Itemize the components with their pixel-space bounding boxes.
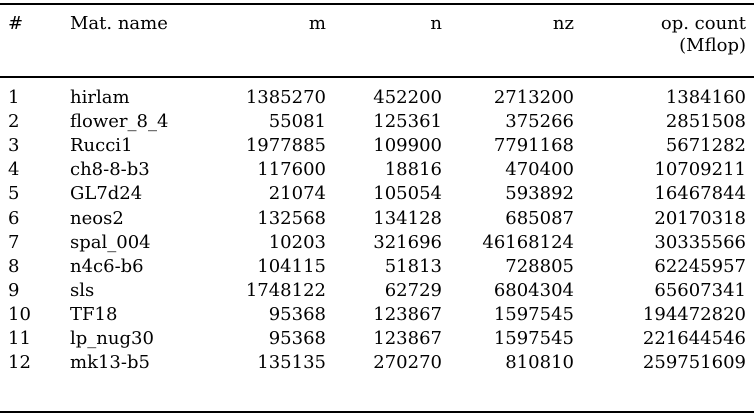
table-row [0,351,754,375]
header-index: # [8,13,24,34]
cell-m: 1977885 [245,135,326,157]
table-row [0,255,754,279]
cell-name: flower_8_4 [70,111,169,133]
cell-index: 8 [8,255,20,277]
cell-n: 109900 [373,135,442,157]
cell-op: 16467844 [654,183,746,205]
cell-nz: 685087 [505,207,574,229]
cell-index: 3 [8,135,20,157]
cell-op: 2851508 [665,111,746,133]
cell-index: 10 [8,303,31,325]
table-row [0,134,754,158]
cell-nz: 46168124 [482,231,574,253]
cell-n: 270270 [373,352,442,374]
cell-name: neos2 [70,207,124,229]
cell-m: 55081 [268,111,326,133]
header-op-line2: (Mflop) [679,35,746,56]
cell-index: 9 [8,279,20,301]
table-row [0,206,754,230]
cell-name: spal_004 [70,231,151,253]
cell-nz: 593892 [505,183,574,205]
cell-n: 51813 [384,255,442,277]
cell-name: mk13-b5 [70,352,150,374]
cell-op: 259751609 [642,352,746,374]
cell-op: 5671282 [665,135,746,157]
cell-index: 5 [8,183,20,205]
table-row [0,76,754,110]
table-row [0,182,754,206]
cell-name: hirlam [70,87,130,109]
cell-nz: 728805 [505,255,574,277]
cell-n: 18816 [384,159,442,181]
cell-m: 95368 [268,303,326,325]
cell-m: 10203 [268,231,326,253]
table-row [0,110,754,134]
cell-index: 12 [8,352,31,374]
cell-index: 1 [8,87,20,109]
header-row [0,0,754,76]
cell-nz: 810810 [505,352,574,374]
cell-op: 62245957 [654,255,746,277]
cell-m: 1385270 [245,87,326,109]
cell-m: 95368 [268,327,326,349]
cell-name: TF18 [70,303,118,325]
table-row [0,303,754,327]
cell-op: 221644546 [642,327,746,349]
table-row [0,231,754,255]
cell-op: 1384160 [665,87,746,109]
bottom-rule [0,411,754,413]
cell-op: 30335566 [654,231,746,253]
cell-name: sls [70,279,95,301]
table-body [0,76,754,375]
cell-m: 132568 [257,207,326,229]
header-nz: nz [552,13,574,34]
cell-m: 104115 [257,255,326,277]
cell-name: lp_nug30 [70,327,154,349]
cell-nz: 1597545 [493,303,574,325]
cell-n: 452200 [373,87,442,109]
cell-nz: 1597545 [493,327,574,349]
header-op-count [574,0,754,76]
header-name: Mat. name [70,13,168,34]
cell-op: 20170318 [654,207,746,229]
cell-n: 105054 [373,183,442,205]
cell-name: ch8-8-b3 [70,159,150,181]
table-row [0,279,754,303]
cell-index: 2 [8,111,20,133]
cell-index: 6 [8,207,20,229]
cell-nz: 7791168 [493,135,574,157]
header-n: n [430,13,442,34]
cell-nz: 6804304 [493,279,574,301]
cell-m: 1748122 [245,279,326,301]
cell-n: 134128 [373,207,442,229]
cell-op: 10709211 [654,159,746,181]
cell-n: 125361 [373,111,442,133]
header-op-line1: op. count [660,13,746,34]
cell-nz: 2713200 [493,87,574,109]
cell-op: 65607341 [654,279,746,301]
cell-n: 123867 [373,303,442,325]
cell-op: 194472820 [642,303,746,325]
cell-m: 21074 [268,183,326,205]
cell-name: GL7d24 [70,183,143,205]
table-header [0,0,754,76]
cell-m: 135135 [257,352,326,374]
cell-nz: 375266 [505,111,574,133]
cell-index: 11 [8,327,31,349]
table-row [0,327,754,351]
cell-n: 62729 [384,279,442,301]
table-row [0,158,754,182]
cell-nz: 470400 [505,159,574,181]
cell-index: 4 [8,159,20,181]
header-m: m [308,13,326,34]
cell-index: 7 [8,231,20,253]
cell-name: Rucci1 [70,135,133,157]
cell-n: 321696 [373,231,442,253]
cell-n: 123867 [373,327,442,349]
cell-m: 117600 [257,159,326,181]
cell-name: n4c6-b6 [70,255,144,277]
